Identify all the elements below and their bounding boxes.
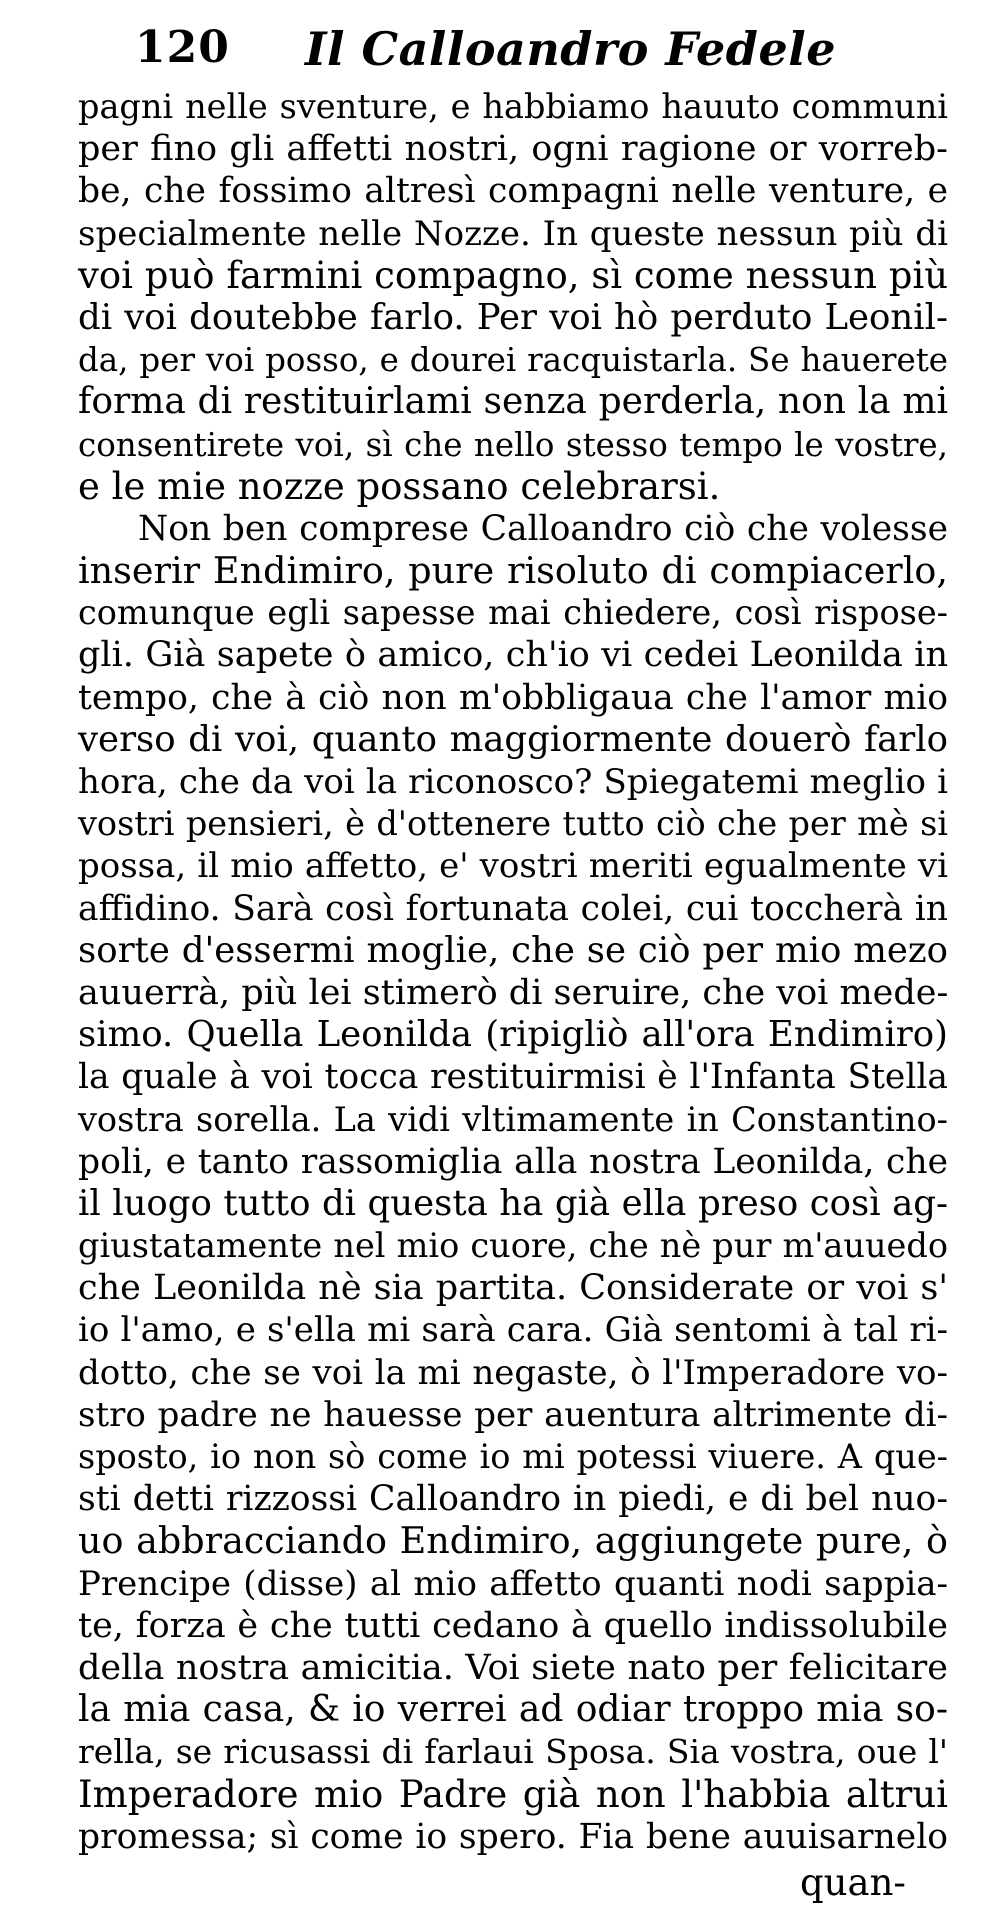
text-line: gli. Già sapete ò amico, ch'io vi cedei Leonilda in — [78, 635, 948, 676]
text-line: di voi doutebbe farlo. Per voi hò perduto Leonil- — [78, 296, 948, 338]
page-number: 120 — [135, 22, 230, 73]
text-line: specialmente nelle Nozze. In queste nessun più di — [78, 213, 948, 254]
text-line: auuerrà, più lei stimerò di seruire, che voi mede- — [78, 972, 949, 1013]
text-line: be, che fossimo altresì compagni nelle venture, e — [78, 171, 948, 212]
text-line: forma di restituirlami senza perderla, non la mi — [78, 381, 948, 423]
text-line: stro padre ne hauesse per auentura altrimente di- — [78, 1394, 948, 1435]
body-text — [78, 86, 948, 1858]
text-line: vostri pensieri, è d'ottenere tutto ciò che per mè si — [78, 804, 948, 844]
text-line: il luogo tutto di questa ha già ella preso così ag- — [78, 1182, 948, 1224]
text-line: pagni nelle sventure, e habbiamo hauuto communi — [78, 87, 948, 126]
text-line: voi può farmini compagno, sì come nessun più — [78, 253, 949, 297]
text-line: simo. Quella Leonilda (ripigliò all'ora Endimiro) — [78, 1014, 948, 1056]
text-line: Prencipe (disse) al mio affetto quanti nodi sappia- — [78, 1563, 948, 1604]
text-line: uo abbracciando Endimiro, aggiungete pure, ò — [78, 1519, 948, 1563]
page-header — [135, 22, 895, 86]
text-line: sposto, io non sò come io mi potessi viuere. A que- — [78, 1437, 948, 1476]
text-line: sti detti rizzossi Calloandro in piedi, e di bel nuo- — [78, 1479, 948, 1520]
text-line: sorte d'essermi moglie, che se ciò per mio mezo — [78, 929, 948, 971]
text-line: comunque egli sapesse mai chiedere, così rispose- — [78, 593, 948, 633]
text-line: per fino gli affetti nostri, ogni ragione or vorreb- — [78, 129, 948, 170]
paragraph-start-line: Non ben comprese Calloandro ciò che volesse — [138, 508, 948, 549]
text-line: verso di voi, quanto maggiormente douerò farlo — [78, 718, 948, 760]
text-line: hora, che da voi la riconosco? Spiegatemi meglio i — [78, 762, 948, 802]
text-line: vostra sorella. La vidi vltimamente in Constantino- — [78, 1099, 948, 1139]
text-line: giustatamente nel mio cuore, che nè pur m'auuedo — [78, 1226, 948, 1266]
text-line: affidino. Sarà così fortunata colei, cui toccherà in — [78, 888, 948, 929]
text-line: la mia casa, & io verrei ad odiar troppo mia so- — [78, 1689, 948, 1731]
text-line: rella, se ricusassi di farlaui Sposa. Sia vostra, oue l' — [78, 1732, 948, 1772]
text-line: poli, e tanto rassomiglia alla nostra Leonilda, che — [78, 1141, 948, 1182]
text-line: e le mie nozze possano celebrarsi. — [78, 464, 721, 508]
text-line: inserir Endimiro, pure risoluto di compiacerlo, — [78, 549, 948, 593]
text-line: te, forza è che tutti cedano à quello indissolubile — [78, 1605, 948, 1646]
text-line: da, per voi posso, e dourei racquistarla. Se hauerete — [78, 341, 948, 380]
text-line: dotto, che se voi la mi negaste, ò l'Imperadore vo- — [78, 1352, 948, 1393]
running-title: Il Calloandro Fedele — [305, 22, 836, 76]
text-line: promessa; sì come io spero. Fia bene auuisarnelo — [78, 1816, 948, 1857]
text-line: della nostra amicitia. Voi siete nato per felicitare — [78, 1647, 948, 1688]
text-line: tempo, che à ciò non m'obbligaua che l'amor mio — [78, 677, 948, 718]
text-line: io l'amo, e s'ella mi sarà cara. Già sentomi à tal ri- — [78, 1310, 948, 1351]
text-line: possa, il mio affetto, e' vostri meriti egualmente vi — [78, 846, 948, 887]
text-line: Imperadore mio Padre già non l'habbia altrui — [78, 1772, 948, 1816]
text-line: consentirete voi, sì che nello stesso tempo le vostre, — [78, 425, 948, 464]
text-line: che Leonilda nè sia partita. Considerate or voi s' — [78, 1268, 948, 1309]
text-line: la quale à voi tocca restituirmisi è l'Infanta Stella — [78, 1057, 948, 1098]
catchword: quan- — [800, 1861, 906, 1904]
